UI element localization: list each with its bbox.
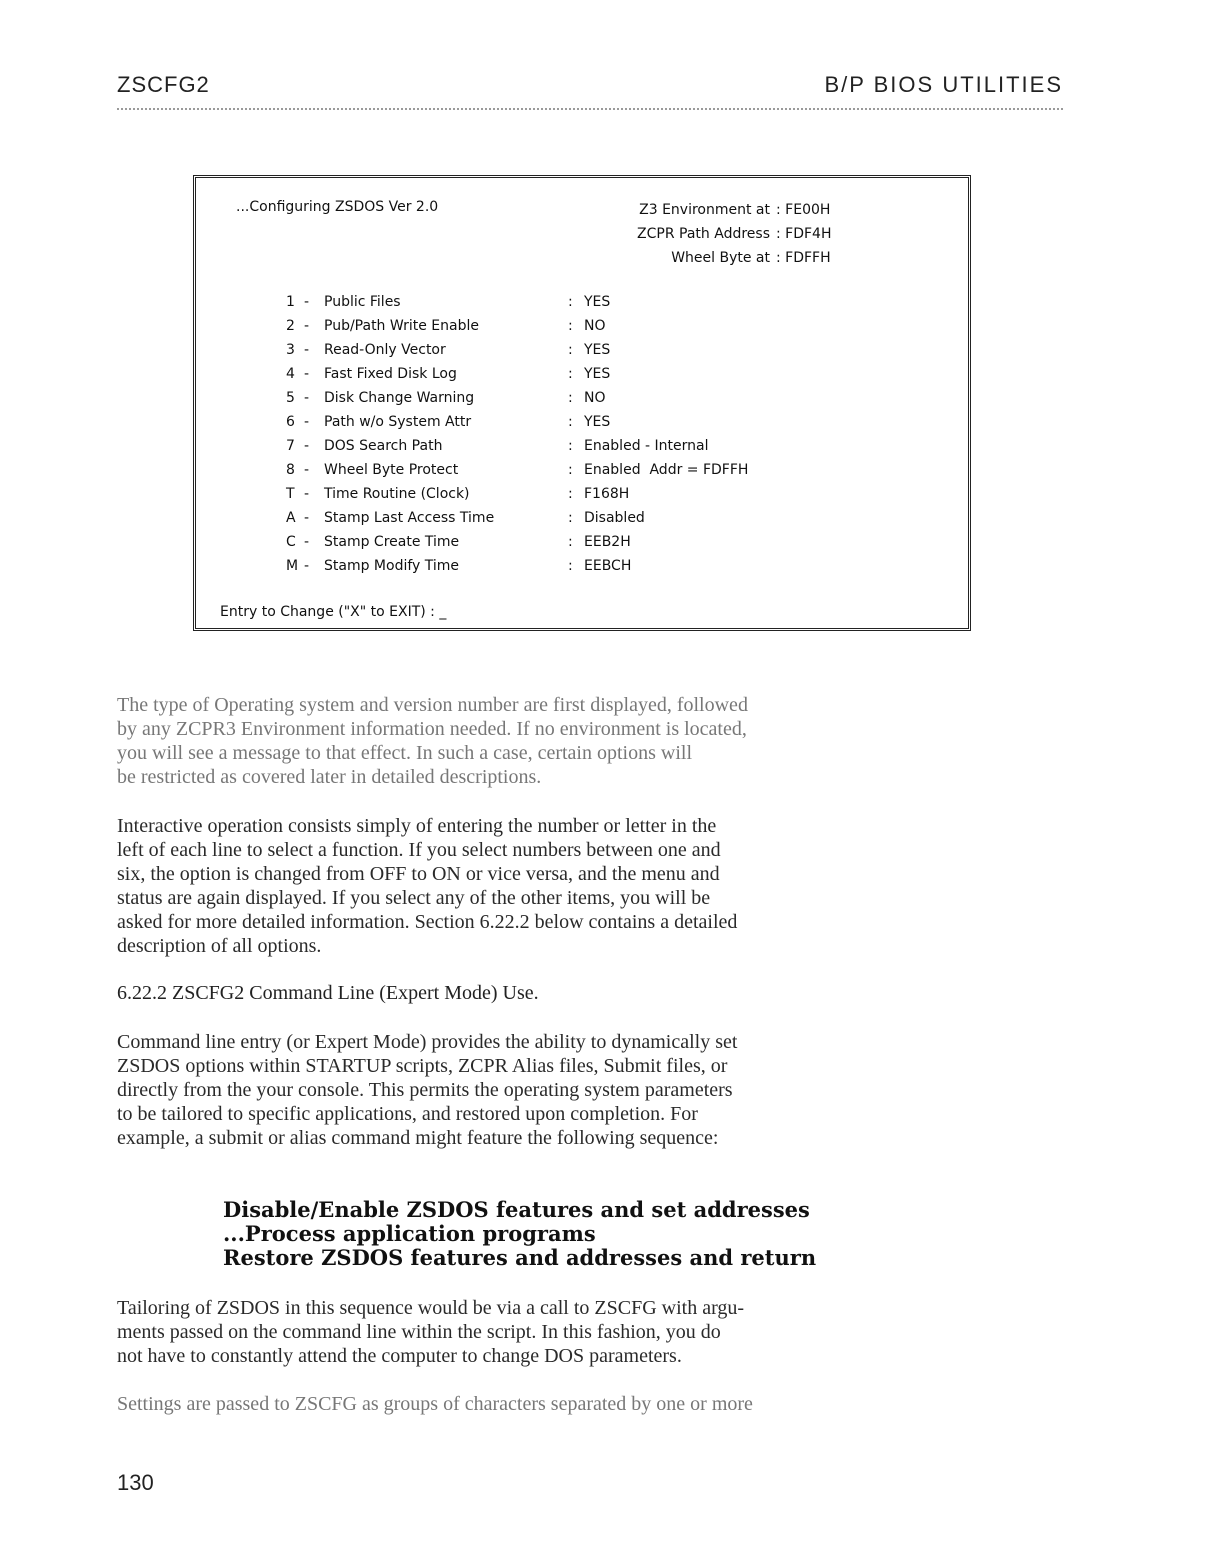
env-label: ZCPR Path Address: [637, 226, 770, 242]
option-key: 1: [286, 294, 295, 310]
env-label: Z3 Environment at: [639, 202, 770, 218]
option-row[interactable]: 7 - DOS Search Path : Enabled - Internal: [286, 434, 748, 458]
sequence-line: Restore ZSDOS features and addresses and return: [223, 1245, 817, 1270]
env-value: : FDFFH: [776, 250, 831, 266]
text-line: example, a submit or alias command might feature the following sequence:: [117, 1127, 719, 1149]
option-value: F168H: [584, 486, 630, 502]
option-row[interactable]: 3 - Read-Only Vector : YES: [286, 338, 748, 362]
option-row[interactable]: 6 - Path w/o System Attr : YES: [286, 410, 748, 434]
option-value: Disabled: [584, 510, 645, 526]
option-key: 4: [286, 366, 295, 382]
paragraph-tailoring: [117, 1296, 1065, 1368]
text-line: The type of Operating system and version number are first displayed, followed: [117, 694, 748, 716]
option-label: Stamp Modify Time: [324, 558, 460, 574]
option-value: Enabled Addr = FDFFH: [584, 462, 749, 478]
screen-title: ...Configuring ZSDOS Ver 2.0: [236, 199, 439, 215]
option-value: EEB2H: [584, 534, 631, 550]
text-line: by any ZCPR3 Environment information needed. If no environment is located,: [117, 718, 747, 740]
option-key: A: [286, 510, 296, 526]
option-key: 2: [286, 318, 295, 334]
option-label: Read-Only Vector: [324, 342, 446, 358]
entry-prompt[interactable]: Entry to Change ("X" to EXIT) : _: [220, 604, 447, 620]
option-row[interactable]: 8 - Wheel Byte Protect : Enabled Addr = FDFFH: [286, 458, 748, 482]
option-label: Public Files: [324, 294, 401, 310]
paragraph-settings: [117, 1392, 1065, 1416]
text-line: six, the option is changed from OFF to ON or vice versa, and the menu and: [117, 863, 720, 885]
option-label: Pub/Path Write Enable: [324, 318, 479, 334]
page-number: 130: [117, 1470, 154, 1495]
option-value: Enabled - Internal: [584, 438, 709, 454]
text-line: ZSDOS options within STARTUP scripts, ZCPR Alias files, Submit files, or: [117, 1055, 728, 1077]
option-label: Disk Change Warning: [324, 390, 475, 406]
option-row[interactable]: 1 - Public Files : YES: [286, 290, 748, 314]
text-line: be restricted as covered later in detailed descriptions.: [117, 766, 542, 788]
text-line: Interactive operation consists simply of entering the number or letter in the: [117, 815, 717, 837]
option-row[interactable]: C - Stamp Create Time : EEB2H: [286, 530, 748, 554]
option-key: 6: [286, 414, 295, 430]
page-header: [117, 72, 1063, 108]
option-row[interactable]: T - Time Routine (Clock) : F168H: [286, 482, 748, 506]
text-line: left of each line to select a function. If you select numbers between one and: [117, 839, 721, 861]
env-value: : FE00H: [776, 202, 831, 218]
option-value: EEBCH: [584, 558, 632, 574]
option-value: YES: [584, 342, 611, 358]
header-left-title: ZSCFG2: [117, 72, 210, 97]
option-label: DOS Search Path: [324, 438, 443, 454]
terminal-screen: [193, 175, 971, 631]
option-row[interactable]: 5 - Disk Change Warning : NO: [286, 386, 748, 410]
option-key: 7: [286, 438, 295, 454]
text-line: Tailoring of ZSDOS in this sequence would be via a call to ZSCFG with argu-: [117, 1297, 745, 1319]
option-list: [286, 290, 748, 578]
option-label: Time Routine (Clock): [324, 486, 470, 502]
option-key: 8: [286, 462, 295, 478]
paragraph-interactive: [117, 814, 1065, 958]
option-label: Path w/o System Attr: [324, 414, 472, 430]
text-line: you will see a message to that effect. In such a case, certain options will: [117, 742, 692, 764]
text-line: not have to constantly attend the computer to change DOS parameters.: [117, 1345, 682, 1367]
text-line: directly from the your console. This permits the operating system parameters: [117, 1079, 733, 1101]
sequence-line: Disable/Enable ZSDOS features and set addresses: [223, 1197, 810, 1222]
env-label: Wheel Byte at: [671, 250, 770, 266]
option-value: NO: [584, 318, 606, 334]
option-label: Stamp Last Access Time: [324, 510, 495, 526]
example-sequence: [223, 1198, 816, 1270]
env-values: [776, 198, 832, 270]
text-line: Settings are passed to ZSCFG as groups of characters separated by one or more: [117, 1393, 753, 1415]
text-line: asked for more detailed information. Section 6.22.2 below contains a detailed: [117, 911, 738, 933]
option-row[interactable]: A - Stamp Last Access Time : Disabled: [286, 506, 748, 530]
option-label: Wheel Byte Protect: [324, 462, 459, 478]
text-line: Command line entry (or Expert Mode) provides the ability to dynamically set: [117, 1031, 738, 1053]
header-right-title: B/P BIOS UTILITIES: [824, 72, 1063, 97]
option-value: YES: [584, 294, 611, 310]
text-line: ments passed on the command line within the script. In this fashion, you do: [117, 1321, 721, 1343]
sequence-line: ...Process application programs: [223, 1221, 596, 1246]
header-rule: [117, 108, 1063, 110]
env-value: : FDF4H: [776, 226, 832, 242]
option-key: 5: [286, 390, 295, 406]
option-label: Stamp Create Time: [324, 534, 460, 550]
option-label: Fast Fixed Disk Log: [324, 366, 457, 382]
paragraph-command-line: [117, 1030, 1065, 1150]
option-key: M: [286, 558, 299, 574]
option-row[interactable]: 2 - Pub/Path Write Enable : NO: [286, 314, 748, 338]
option-key: 3: [286, 342, 295, 358]
text-line: description of all options.: [117, 935, 322, 957]
option-key: T: [286, 486, 295, 502]
text-line: to be tailored to specific applications, and restored upon completion. For: [117, 1103, 698, 1125]
option-value: YES: [584, 414, 611, 430]
option-row[interactable]: 4 - Fast Fixed Disk Log : YES: [286, 362, 748, 386]
option-value: YES: [584, 366, 611, 382]
env-labels: [556, 198, 770, 270]
option-value: NO: [584, 390, 606, 406]
option-row[interactable]: M - Stamp Modify Time : EEBCH: [286, 554, 748, 578]
section-heading: 6.22.2 ZSCFG2 Command Line (Expert Mode) Use.: [117, 982, 539, 1004]
paragraph-intro: [117, 693, 1065, 789]
text-line: status are again displayed. If you select any of the other items, you will be: [117, 887, 711, 909]
option-key: C: [286, 534, 296, 550]
